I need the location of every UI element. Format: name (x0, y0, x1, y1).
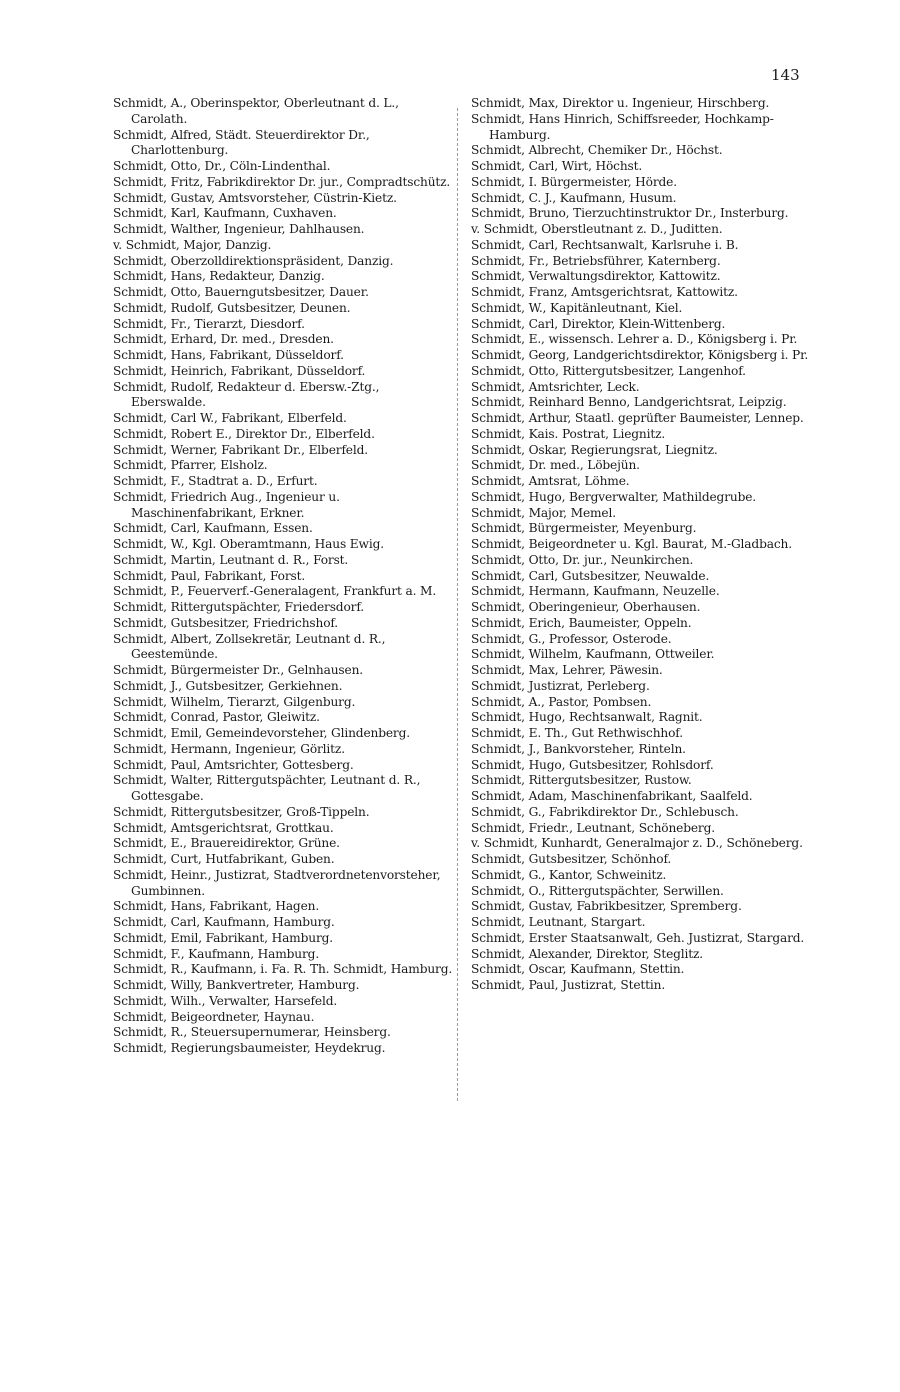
directory-entry: Schmidt, Franz, Amtsgerichtsrat, Kattowitz. (471, 285, 738, 299)
directory-entry: Schmidt, Fr., Tierarzt, Diesdorf. (113, 316, 305, 331)
directory-entry: Schmidt, I. Bürgermeister, Hörde. (471, 174, 677, 189)
directory-entry: Schmidt, C. J., Kaufmann, Husum. (471, 190, 677, 205)
directory-entry: Schmidt, Beigeordneter, Haynau. (113, 1009, 315, 1024)
directory-entry: Schmidt, Paul, Fabrikant, Forst. (113, 568, 306, 583)
directory-entry: Schmidt, Walter, Rittergutspächter, Leutnant d. R., Gottesgabe. (113, 773, 421, 803)
directory-entry: Schmidt, Dr. med., Löbejün. (471, 458, 640, 473)
directory-entry: Schmidt, Max, Lehrer, Päwesin. (471, 663, 663, 677)
directory-entry: Schmidt, Otto, Dr., Cöln-Lindenthal. (113, 159, 331, 173)
directory-entry: Schmidt, Georg, Landgerichtsdirektor, Königsberg i. Pr. (471, 348, 809, 362)
page-number: 143 (771, 66, 800, 84)
directory-entry: Schmidt, Carl, Rechtsanwalt, Karlsruhe i. B. (471, 237, 739, 252)
directory-entry: Schmidt, P., Feuerverf.-Generalagent, Frankfurt a. M. (113, 584, 437, 599)
directory-entry: Schmidt, Regierungsbaumeister, Heydekrug. (113, 1041, 386, 1055)
directory-entry: Schmidt, R., Steuersupernumerar, Heinsberg. (113, 1025, 391, 1040)
directory-entry: Schmidt, Carl, Kaufmann, Hamburg. (113, 915, 335, 929)
directory-entry: Schmidt, Conrad, Pastor, Gleiwitz. (113, 710, 320, 725)
directory-entry: Schmidt, Gustav, Amtsvorsteher, Cüstrin-Kietz. (113, 190, 397, 205)
directory-entry: Schmidt, O., Rittergutspächter, Serwillen. (471, 883, 724, 898)
directory-entry: Schmidt, Bruno, Tierzuchtinstruktor Dr., Insterburg. (471, 206, 789, 221)
directory-entry: Schmidt, Gutsbesitzer, Friedrichshof. (113, 615, 339, 630)
directory-entry: Schmidt, A., Pastor, Pombsen. (471, 694, 652, 709)
directory-entry: Schmidt, Wilhelm, Kaufmann, Ottweiler. (471, 647, 715, 662)
directory-entry: Schmidt, Rudolf, Redakteur d. Ebersw.-Ztg., Eberswalde. (113, 379, 380, 410)
directory-entry: v. Schmidt, Major, Danzig. (113, 237, 272, 252)
directory-entry: Schmidt, Hugo, Gutsbesitzer, Rohlsdorf. (471, 757, 714, 772)
directory-entry: Schmidt, F., Stadtrat a. D., Erfurt. (113, 474, 318, 488)
directory-entry: Schmidt, J., Bankvorsteher, Rinteln. (471, 741, 686, 756)
directory-entry: Schmidt, Gustav, Fabrikbesitzer, Spremberg. (471, 899, 742, 914)
directory-entry: Schmidt, J., Gutsbesitzer, Gerkiehnen. (113, 678, 343, 693)
directory-entry: v. Schmidt, Oberstleutnant z. D., Juditten. (471, 222, 723, 236)
directory-entry: Schmidt, Willy, Bankvertreter, Hamburg. (113, 978, 360, 992)
directory-entry: Schmidt, Oskar, Regierungsrat, Liegnitz. (471, 442, 718, 457)
directory-entry: Schmidt, Rittergutsbesitzer, Groß-Tippeln. (113, 804, 370, 819)
directory-entry: Schmidt, Curt, Hutfabrikant, Guben. (113, 852, 335, 866)
directory-entry: Schmidt, Hermann, Ingenieur, Görlitz. (113, 741, 345, 756)
directory-entry: Schmidt, Hans, Redakteur, Danzig. (113, 269, 325, 284)
directory-entry: Schmidt, Erich, Baumeister, Oppeln. (471, 615, 692, 630)
directory-entry: Schmidt, Amtsgerichtsrat, Grottkau. (113, 820, 334, 835)
directory-entry: Schmidt, Emil, Fabrikant, Hamburg. (113, 930, 333, 945)
directory-entry: Schmidt, Fritz, Fabrikdirektor Dr. jur., Compradtschütz. (113, 174, 451, 189)
directory-entry: Schmidt, R., Kaufmann, i. Fa. R. Th. Schmidt, Hamburg. (113, 962, 453, 977)
directory-entry: Schmidt, Otto, Rittergutsbesitzer, Langenhof. (471, 363, 746, 378)
directory-entry: Schmidt, Otto, Bauerngutsbesitzer, Dauer. (113, 285, 369, 299)
directory-entry: Schmidt, Karl, Kaufmann, Cuxhaven. (113, 206, 337, 221)
directory-entry: Schmidt, Werner, Fabrikant Dr., Elberfeld. (113, 442, 368, 457)
right-column (471, 96, 811, 994)
directory-entry: Schmidt, Pfarrer, Elsholz. (113, 458, 268, 473)
directory-entry: Schmidt, Amtsrat, Löhme. (471, 474, 630, 488)
directory-entry: Schmidt, G., Fabrikdirektor Dr., Schlebusch. (471, 804, 739, 819)
directory-entry: Schmidt, Hugo, Rechtsanwalt, Ragnit. (471, 710, 703, 725)
directory-entry: Schmidt, Gutsbesitzer, Schönhof. (471, 852, 672, 866)
directory-entry: Schmidt, Beigeordneter u. Kgl. Baurat, M.-Gladbach. (471, 537, 792, 551)
directory-entry: Schmidt, Bürgermeister Dr., Gelnhausen. (113, 663, 364, 677)
directory-entry: Schmidt, Adam, Maschinenfabrikant, Saalfeld. (471, 789, 753, 803)
directory-entry: Schmidt, Martin, Leutnant d. R., Forst. (113, 552, 349, 567)
directory-entry: Schmidt, G., Professor, Osterode. (471, 631, 672, 646)
directory-entry: Schmidt, Rudolf, Gutsbesitzer, Deunen. (113, 300, 351, 315)
directory-entry: Schmidt, A., Oberinspektor, Oberleutnant d. L., Carolath. (113, 96, 399, 126)
directory-entry: Schmidt, Carl, Wirt, Höchst. (471, 159, 643, 173)
left-column (113, 96, 453, 1057)
directory-entry: Schmidt, Oberzolldirektionspräsident, Danzig. (113, 253, 394, 268)
directory-entry: Schmidt, Hans, Fabrikant, Düsseldorf. (113, 348, 344, 362)
directory-entry: Schmidt, Bürgermeister, Meyenburg. (471, 521, 697, 536)
directory-entry: Schmidt, Paul, Justizrat, Stettin. (471, 978, 666, 992)
directory-entry: Schmidt, Oberingenieur, Oberhausen. (471, 600, 701, 614)
directory-entry: Schmidt, Hugo, Bergverwalter, Mathildegrube. (471, 489, 757, 504)
directory-entry: Schmidt, Reinhard Benno, Landgerichtsrat, Leipzig. (471, 395, 787, 410)
directory-entry: Schmidt, Rittergutsbesitzer, Rustow. (471, 773, 692, 788)
directory-entry: Schmidt, Max, Direktor u. Ingenieur, Hirschberg. (471, 96, 770, 110)
directory-entry: Schmidt, Leutnant, Stargart. (471, 915, 646, 929)
directory-entry: Schmidt, Verwaltungsdirektor, Kattowitz. (471, 269, 721, 284)
directory-entry: Schmidt, Friedrich Aug., Ingenieur u. Maschinenfabrikant, Erkner. (113, 489, 340, 520)
directory-entry: Schmidt, E., Brauereidirektor, Grüne. (113, 836, 340, 851)
directory-entry: Schmidt, Major, Memel. (471, 505, 616, 520)
directory-entry: Schmidt, Wilhelm, Tierarzt, Gilgenburg. (113, 694, 356, 709)
directory-entry: Schmidt, Walther, Ingenieur, Dahlhausen. (113, 222, 365, 236)
directory-entry: Schmidt, Emil, Gemeindevorsteher, Glindenberg. (113, 726, 410, 740)
directory-entry: Schmidt, Friedr., Leutnant, Schöneberg. (471, 820, 715, 835)
directory-entry: Schmidt, Alfred, Städt. Steuerdirektor Dr., Charlottenburg. (113, 127, 370, 158)
directory-entry: Schmidt, Oscar, Kaufmann, Stettin. (471, 962, 685, 977)
directory-entry: Schmidt, Hans Hinrich, Schiffsreeder, Hochkamp-Hamburg. (471, 111, 774, 142)
directory-entry: Schmidt, Carl, Gutsbesitzer, Neuwalde. (471, 568, 710, 583)
directory-entry: v. Schmidt, Kunhardt, Generalmajor z. D., Schöneberg. (471, 836, 803, 851)
directory-entry: Schmidt, Carl W., Fabrikant, Elberfeld. (113, 411, 347, 425)
directory-entry: Schmidt, Arthur, Staatl. geprüfter Baumeister, Lennep. (471, 411, 804, 425)
directory-entry: Schmidt, Fr., Betriebsführer, Katernberg. (471, 253, 721, 268)
directory-entry: Schmidt, Heinr., Justizrat, Stadtverordnetenvorsteher, Gumbinnen. (113, 867, 441, 898)
directory-entry: Schmidt, Hans, Fabrikant, Hagen. (113, 899, 320, 914)
directory-entry: Schmidt, Otto, Dr. jur., Neunkirchen. (471, 552, 694, 567)
directory-entry: Schmidt, Justizrat, Perleberg. (471, 678, 650, 693)
directory-entry: Schmidt, G., Kantor, Schweinitz. (471, 867, 667, 882)
directory-entry: Schmidt, Carl, Kaufmann, Essen. (113, 521, 313, 536)
directory-entry: Schmidt, Kais. Postrat, Liegnitz. (471, 426, 666, 441)
directory-entry: Schmidt, Carl, Direktor, Klein-Wittenberg. (471, 316, 726, 331)
directory-entry: Schmidt, Albrecht, Chemiker Dr., Höchst. (471, 143, 723, 158)
directory-entry: Schmidt, Hermann, Kaufmann, Neuzelle. (471, 584, 720, 599)
directory-entry: Schmidt, Erster Staatsanwalt, Geh. Justizrat, Stargard. (471, 930, 805, 945)
directory-entry: Schmidt, Erhard, Dr. med., Dresden. (113, 332, 334, 347)
directory-entry: Schmidt, Albert, Zollsekretär, Leutnant d. R., Geestemünde. (113, 631, 386, 662)
directory-entry: Schmidt, Wilh., Verwalter, Harsefeld. (113, 993, 338, 1008)
directory-entry: Schmidt, W., Kapitänleutnant, Kiel. (471, 300, 683, 315)
directory-entry: Schmidt, Alexander, Direktor, Steglitz. (471, 946, 704, 961)
directory-entry: Schmidt, Heinrich, Fabrikant, Düsseldorf. (113, 363, 366, 378)
column-divider (457, 108, 458, 1101)
directory-entry: Schmidt, Paul, Amtsrichter, Gottesberg. (113, 757, 354, 772)
directory-entry: Schmidt, Amtsrichter, Leck. (471, 379, 640, 394)
directory-entry: Schmidt, E., wissensch. Lehrer a. D., Königsberg i. Pr. (471, 332, 798, 347)
directory-entry: Schmidt, Rittergutspächter, Friedersdorf. (113, 600, 364, 614)
directory-entry: Schmidt, F., Kaufmann, Hamburg. (113, 946, 320, 961)
directory-entry: Schmidt, W., Kgl. Oberamtmann, Haus Ewig. (113, 537, 384, 551)
directory-entry: Schmidt, Robert E., Direktor Dr., Elberfeld. (113, 426, 375, 441)
directory-entry: Schmidt, E. Th., Gut Rethwischhof. (471, 726, 683, 740)
